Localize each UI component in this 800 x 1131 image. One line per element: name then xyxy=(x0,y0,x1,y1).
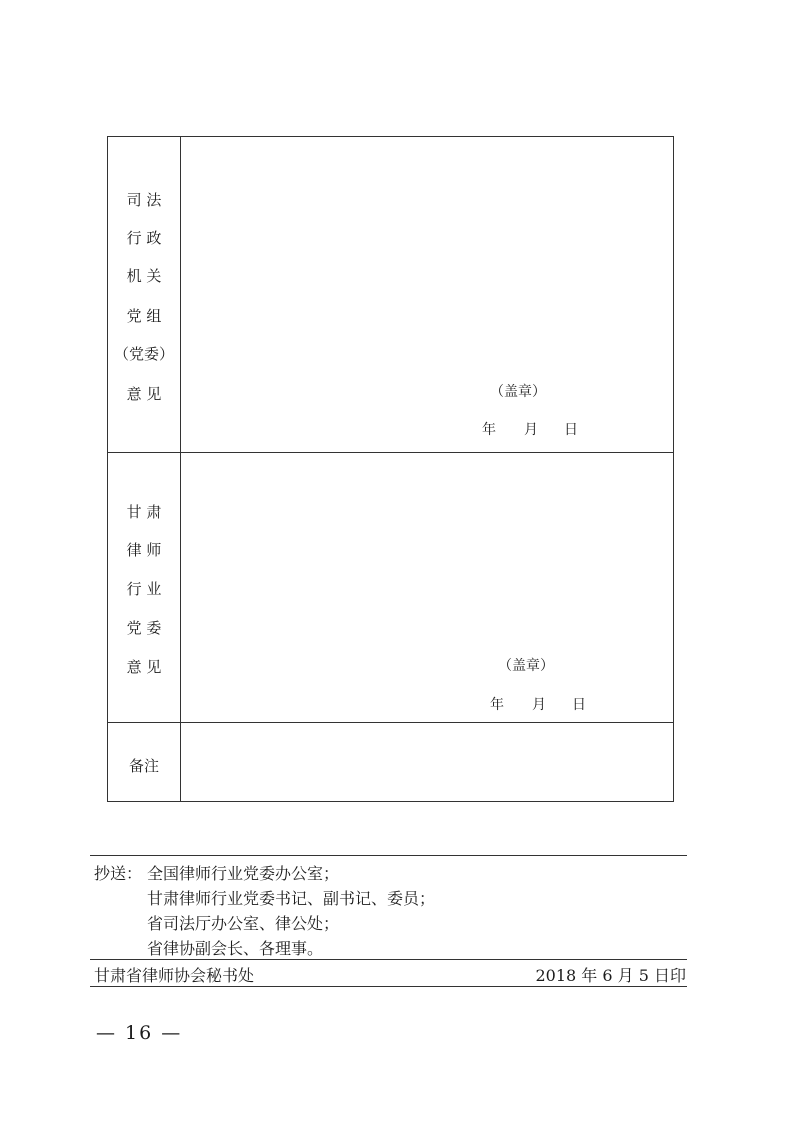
judicial-label-line: （党委） xyxy=(113,345,174,363)
distribution-top-rule xyxy=(90,855,687,856)
association-label-line: 律 师 xyxy=(126,541,162,559)
issuer: 甘肃省律师协会秘书处 xyxy=(94,966,255,985)
page-number: — 16 — xyxy=(96,1022,183,1044)
seal-placeholder: （盖章） xyxy=(498,658,554,674)
year-label: 年 xyxy=(490,697,504,713)
day-label: 日 xyxy=(564,422,578,438)
judicial-label-line: 意 见 xyxy=(126,385,162,403)
association-label-line: 甘 肃 xyxy=(126,503,162,521)
column-divider xyxy=(180,723,181,801)
judicial-label-line: 行 政 xyxy=(126,229,162,247)
year-label: 年 xyxy=(482,422,496,438)
distribution-middle-rule xyxy=(90,959,687,960)
cc-label: 抄送： xyxy=(94,864,143,883)
remarks-row xyxy=(108,723,673,801)
date-placeholder xyxy=(482,419,578,439)
print-date: 2018 年 6 月 5 日印 xyxy=(535,966,686,985)
seal-placeholder: （盖章） xyxy=(490,384,546,400)
distribution-bottom-rule xyxy=(90,986,687,987)
month-label: 月 xyxy=(524,422,538,438)
column-divider xyxy=(180,453,181,723)
judicial-label-line: 司 法 xyxy=(126,191,162,209)
judicial-opinion-row xyxy=(108,137,673,453)
opinion-form-table xyxy=(107,136,674,802)
cc-recipient: 甘肃律师行业党委书记、副书记、委员； xyxy=(147,889,436,908)
association-label-line: 党 委 xyxy=(126,619,162,637)
column-divider xyxy=(180,137,181,453)
association-label-line: 意 见 xyxy=(126,658,162,676)
association-opinion-row xyxy=(108,453,673,723)
cc-recipient: 全国律师行业党委办公室； xyxy=(147,864,340,883)
judicial-label-line: 机 关 xyxy=(126,267,162,285)
day-label: 日 xyxy=(572,697,586,713)
date-placeholder xyxy=(490,694,586,714)
cc-recipient: 省司法厅办公室、律公处； xyxy=(147,914,340,933)
month-label: 月 xyxy=(532,697,546,713)
judicial-label-line: 党 组 xyxy=(126,307,162,325)
remarks-label: 备注 xyxy=(128,757,159,775)
cc-recipient: 省律协副会长、各理事。 xyxy=(147,939,324,958)
association-label-line: 行 业 xyxy=(126,580,162,598)
